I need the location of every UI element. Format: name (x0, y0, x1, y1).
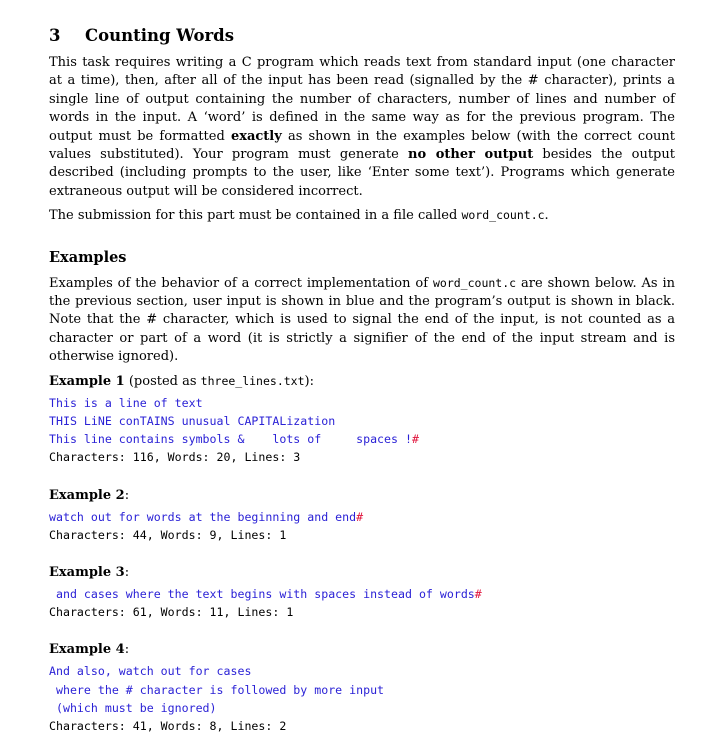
submission-paragraph (49, 206, 675, 225)
submission-period: . (544, 208, 549, 224)
section-title: Counting Words (85, 26, 235, 45)
example-2-input-line-1 (49, 508, 675, 526)
intro-bold-exactly: exactly (230, 128, 282, 144)
example-1-note: (posted as (124, 373, 201, 389)
example-2-label: Example 2 (49, 487, 125, 503)
example-2-hash: # (356, 509, 364, 524)
submission-filename: word_count.c (461, 208, 545, 223)
example-3-colon: : (124, 564, 130, 580)
example-1-input-text-3: This line contains symbols & lots of spaces ! (49, 432, 412, 447)
example-4 (49, 641, 675, 735)
example-4-heading (49, 641, 675, 659)
example-3-label: Example 3 (49, 564, 125, 580)
example-3-hash: # (474, 586, 482, 601)
example-1-note-end: ): (304, 373, 314, 389)
examples-paragraph (49, 274, 675, 367)
example-4-output: Characters: 41, Words: 8, Lines: 2 (49, 718, 287, 733)
example-2-output: Characters: 44, Words: 9, Lines: 1 (49, 527, 287, 542)
document-page (49, 26, 675, 755)
example-2 (49, 487, 675, 544)
examples-text-2: are shown below. As in the previous section, user input is shown in blue and the program’s output is shown in black. Note that the # character, which is used to signal the end of the input, is not counted as a character or part of a word (it is strictly a signifier of the end of the input stream and is otherwise ignored). (49, 275, 675, 365)
intro-text-1: This task requires writing a C program which reads text from standard input (one character at a time), then, after all of the input has been read (signalled by the # character), prints a single line of output containing the number of characters, number of lines and number of words in the input. A ‘word’ is defined in the same way as for the previous program. The output must be formatted (49, 55, 675, 144)
example-4-label: Example 4 (49, 642, 125, 658)
example-2-heading (49, 487, 675, 505)
example-3-heading (49, 564, 675, 582)
examples-filename: word_count.c (432, 275, 517, 290)
example-1-label: Example 1 (49, 373, 125, 389)
intro-text-3: besides the output described (including prompts to the user, like ‘Enter some text’). Programs which generate extraneous output will be considered incorrect. (49, 147, 675, 199)
example-1-input-line-2: THIS LiNE conTAINS unusual CAPITALization (49, 413, 336, 428)
submission-text: The submission for this part must be contained in a file called (49, 208, 462, 224)
section-number: 3 (49, 26, 61, 45)
intro-text-2: as shown in the examples below (with the correct count values substituted). Your program must generate (49, 128, 675, 163)
example-1-output: Characters: 116, Words: 20, Lines: 3 (49, 450, 301, 465)
example-4-input-line-2: where the # character is followed by more input (49, 682, 385, 697)
example-3-input-line-1 (49, 585, 675, 603)
example-1-input-line-3 (49, 430, 675, 448)
example-1-hash: # (411, 432, 419, 447)
intro-paragraph (49, 54, 675, 201)
example-3-output: Characters: 61, Words: 11, Lines: 1 (49, 605, 294, 620)
example-4-input-line-1: And also, watch out for cases (49, 664, 252, 679)
intro-bold-no-other-output: no other output (408, 147, 534, 163)
example-2-colon: : (124, 487, 130, 503)
section-heading (49, 26, 675, 45)
example-1-heading (49, 372, 675, 391)
example-1-input-line-1: This is a line of text (49, 395, 203, 410)
example-3 (49, 564, 675, 621)
example-4-input-line-3: (which must be ignored) (49, 700, 217, 715)
example-1 (49, 372, 675, 467)
example-1-filename: three_lines.txt (200, 373, 305, 388)
example-2-input-text-1: watch out for words at the beginning and end (49, 509, 357, 524)
example-3-input-text-1: and cases where the text begins with spaces instead of words (49, 586, 475, 601)
example-4-colon: : (124, 642, 130, 658)
examples-text-1: Examples of the behavior of a correct implementation of (49, 275, 433, 291)
examples-heading: Examples (49, 248, 127, 266)
